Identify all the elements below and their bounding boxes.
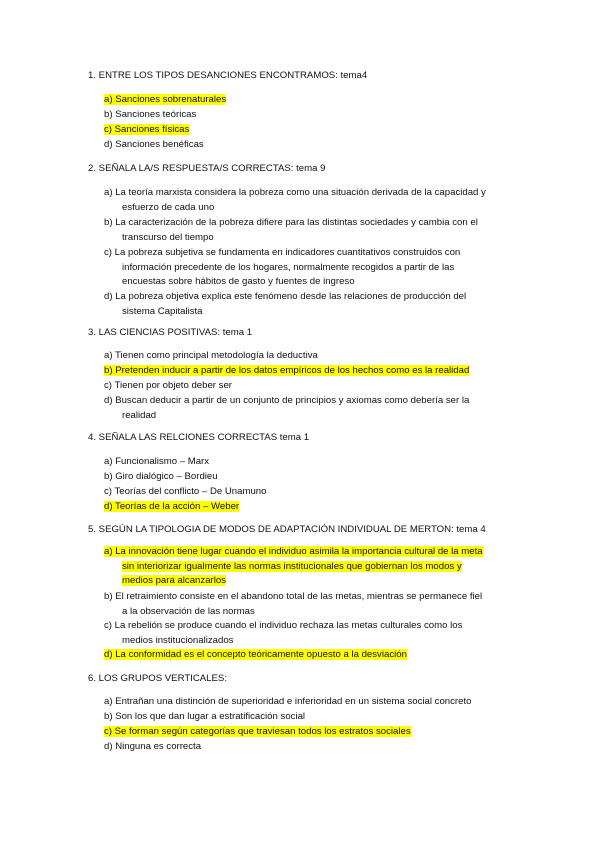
option-text-continued: encuestas sobre hábitos de gasto y fuentes de ingreso xyxy=(122,276,355,288)
question-3-option-c xyxy=(104,379,524,394)
highlight: c) Sanciones físicas xyxy=(104,124,190,135)
question-4-option-a xyxy=(104,455,524,470)
highlight: d) Teorías de la acción – Weber xyxy=(104,501,240,512)
option-text-continued: información precedente de los hogares, normalmente recogidos a partir de las xyxy=(122,261,455,273)
highlight: medios para alcanzarlos xyxy=(122,575,226,587)
question-2-option-a xyxy=(104,186,524,215)
option-text: d) Ninguna es correcta xyxy=(104,741,202,752)
option-text: a) La teoría marxista considera la pobreza como una situación derivada de la capacidad y xyxy=(104,187,486,198)
option-text: d) La pobreza objetiva explica este fenómeno desde las relaciones de producción del xyxy=(104,291,467,302)
question-1-title: 1. ENTRE LOS TIPOS DESANCIONES ENCONTRAMOS: tema4 xyxy=(88,70,368,81)
highlight: sin interiorizar igualmente las normas institucionales que gobiernan los modos y xyxy=(122,560,462,572)
option-text-continued: sistema Capitalista xyxy=(122,305,203,317)
question-5-option-a xyxy=(104,545,524,589)
question-1-option-c xyxy=(104,123,524,138)
question-6-option-c xyxy=(104,725,524,740)
highlight: a) La innovación tiene lugar cuando el individuo asimila la importancia cultural de la meta xyxy=(104,546,483,557)
option-text: c) Teorías del conflicto – De Unamuno xyxy=(104,486,267,497)
option-text: b) Sanciones teóricas xyxy=(104,109,197,120)
question-2-title: 2. SEÑALA LA/S RESPUESTA/S CORRECTAS: tema 9 xyxy=(88,163,326,174)
question-3-title: 3. LAS CIENCIAS POSITIVAS: tema 1 xyxy=(88,327,253,338)
option-text: d) Sanciones benéficas xyxy=(104,139,204,150)
option-text: b) Son los que dan lugar a estratificación social xyxy=(104,711,306,722)
option-text: c) Tienen por objeto deber ser xyxy=(104,380,232,391)
question-4-option-c xyxy=(104,485,524,500)
highlight: a) Sanciones sobrenaturales xyxy=(104,94,227,105)
option-text: a) Tienen como principal metodología la deductiva xyxy=(104,350,318,361)
question-6-option-d xyxy=(104,740,524,755)
question-2-option-d xyxy=(104,290,524,319)
highlight: b) Pretenden inducir a partir de los datos empíricos de los hechos como es la realidad xyxy=(104,365,470,376)
option-text: b) Giro dialógico – Bordieu xyxy=(104,471,218,482)
option-text: c) La pobreza subjetiva se fundamenta en indicadores cuantitativos construidos con xyxy=(104,247,461,258)
question-5-title: 5. SEGÚN LA TIPOLOGIA DE MODOS DE ADAPTACIÓN INDIVIDUAL DE MERTON: tema 4 xyxy=(88,524,486,535)
option-text-continued: realidad xyxy=(122,409,157,421)
question-3-option-d xyxy=(104,394,524,423)
option-text-continued: transcurso del tiempo xyxy=(122,231,214,243)
option-text: d) Buscan deducir a partir de un conjunto de principios y axiomas como debería ser la xyxy=(104,395,470,406)
option-text: c) La rebelión se produce cuando el individuo rechaza las metas culturales como los xyxy=(104,620,463,631)
option-text: a) Entrañan una distinción de superioridad e inferioridad en un sistema social concreto xyxy=(104,696,472,707)
question-3-option-b xyxy=(104,364,524,379)
question-6-option-b xyxy=(104,710,524,725)
highlight: c) Se forman según categorías que traviesan todos los estratos sociales xyxy=(104,726,411,737)
question-1-option-a xyxy=(104,93,524,108)
question-6-title: 6. LOS GRUPOS VERTICALES: xyxy=(88,673,227,684)
question-3-option-a xyxy=(104,349,524,364)
question-2-option-c xyxy=(104,246,524,290)
option-text: a) Funcionalismo – Marx xyxy=(104,456,210,467)
question-5-option-c xyxy=(104,619,524,648)
highlight: d) La conformidad es el concepto teóricamente opuesto a la desviación xyxy=(104,649,407,660)
question-5-option-b xyxy=(104,590,524,619)
question-6-option-a xyxy=(104,695,524,710)
option-text-continued: medios institucionalizados xyxy=(122,634,234,646)
question-1-option-d xyxy=(104,138,524,153)
question-2-option-b xyxy=(104,216,524,245)
question-1-option-b xyxy=(104,108,524,123)
option-text: b) La caracterización de la pobreza difiere para las distintas sociedades y cambia con el xyxy=(104,217,478,228)
option-text: b) El retraimiento consiste en el abandono total de las metas, mientras se permanece fiel xyxy=(104,591,483,602)
question-4-title: 4. SEÑALA LAS RELCIONES CORRECTAS tema 1 xyxy=(88,432,310,443)
option-text-continued: a la observación de las normas xyxy=(122,605,255,617)
option-text-continued: esfuerzo de cada uno xyxy=(122,201,215,213)
question-4-option-b xyxy=(104,470,524,485)
question-4-option-d xyxy=(104,500,524,515)
question-5-option-d xyxy=(104,648,524,663)
